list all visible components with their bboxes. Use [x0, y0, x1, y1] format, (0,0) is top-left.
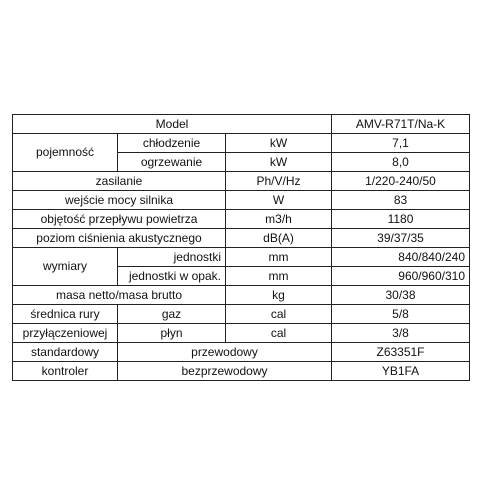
row-value: 39/37/35 — [332, 229, 470, 248]
capacity-label: pojemność — [13, 134, 118, 172]
pipe-diameter-label-line2: przyłączeniowej — [13, 324, 118, 343]
row-unit: m3/h — [226, 210, 332, 229]
controller-label-line1: standardowy — [13, 343, 118, 362]
row-unit: kW — [226, 153, 332, 172]
row-value: 8,0 — [332, 153, 470, 172]
motor-power-label: wejście mocy silnika — [13, 191, 226, 210]
table-row — [13, 362, 470, 381]
table-row — [13, 191, 470, 210]
row-name: przewodowy — [118, 343, 332, 362]
row-value: 7,1 — [332, 134, 470, 153]
row-unit: mm — [226, 248, 332, 267]
row-unit: cal — [226, 324, 332, 343]
row-unit: cal — [226, 305, 332, 324]
table-row — [13, 210, 470, 229]
row-unit: W — [226, 191, 332, 210]
row-unit: dB(A) — [226, 229, 332, 248]
row-unit: kW — [226, 134, 332, 153]
table-row — [13, 115, 470, 134]
row-value: 3/8 — [332, 324, 470, 343]
row-value: YB1FA — [332, 362, 470, 381]
row-name: płyn — [118, 324, 226, 343]
row-value: 30/38 — [332, 286, 470, 305]
table-row — [13, 305, 470, 324]
row-value: 83 — [332, 191, 470, 210]
table-row — [13, 286, 470, 305]
header-model-label: Model — [13, 115, 332, 134]
row-value: 5/8 — [332, 305, 470, 324]
weight-label: masa netto/masa brutto — [13, 286, 226, 305]
row-value: 840/840/240 — [332, 248, 470, 267]
row-value: 960/960/310 — [332, 267, 470, 286]
row-name: chłodzenie — [118, 134, 226, 153]
pipe-diameter-label-line1: średnica rury — [13, 305, 118, 324]
dimensions-label: wymiary — [13, 248, 118, 286]
row-unit: kg — [226, 286, 332, 305]
header-model-value: AMV-R71T/Na-K — [332, 115, 470, 134]
row-unit: mm — [226, 267, 332, 286]
table-row — [13, 343, 470, 362]
row-value: 1180 — [332, 210, 470, 229]
table-row — [13, 324, 470, 343]
controller-label-line2: kontroler — [13, 362, 118, 381]
table-row — [13, 172, 470, 191]
row-unit: Ph/V/Hz — [226, 172, 332, 191]
row-value: Z63351F — [332, 343, 470, 362]
airflow-label: objętość przepływu powietrza — [13, 210, 226, 229]
row-name: jednostki w opak. — [118, 267, 226, 286]
spec-table — [12, 114, 470, 381]
row-name: jednostki — [118, 248, 226, 267]
table-row — [13, 248, 470, 267]
row-name: bezprzewodowy — [118, 362, 332, 381]
row-name: ogrzewanie — [118, 153, 226, 172]
power-supply-label: zasilanie — [13, 172, 226, 191]
table-row — [13, 229, 470, 248]
table-row — [13, 134, 470, 153]
row-value: 1/220-240/50 — [332, 172, 470, 191]
noise-label: poziom ciśnienia akustycznego — [13, 229, 226, 248]
row-name: gaz — [118, 305, 226, 324]
